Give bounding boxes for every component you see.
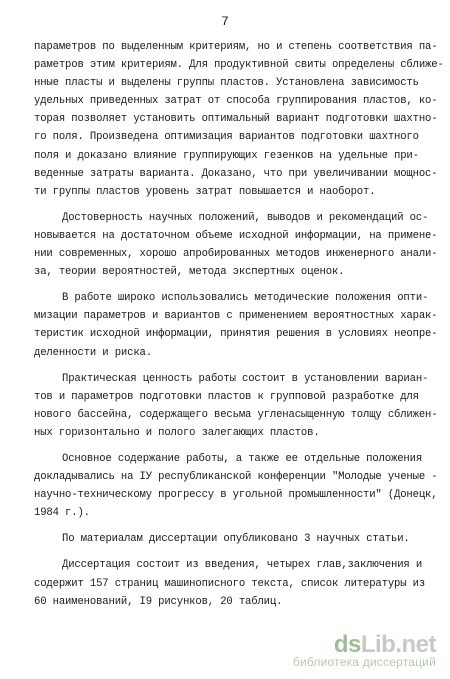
text-line: удельных приведенных затрат от способа группирования пластов, ко- (34, 95, 438, 108)
text-line: нии современных, хорошо апробированных методов инженерного анали- (34, 248, 438, 261)
page-number: 7 (221, 14, 229, 29)
text-line: теристик исходной информации, принятия решения в условиях неопре- (34, 328, 438, 341)
text-line: научно-техническому прогрессу в угольной промышленности" (Донецк, (34, 489, 438, 502)
watermark-brand-part2: Lib.net (360, 631, 436, 658)
text-line: тов и параметров подготовки пластов к групповой разработке для (34, 390, 419, 403)
text-line: раметров этим критериям. Для продуктивной свиты определены сближе- (34, 59, 444, 72)
text-line: Практическая ценность работы состоит в установлении вариан- (62, 372, 429, 385)
text-line: мизации параметров и вариантов с применением вероятностных харак- (34, 310, 438, 323)
text-line: ных горизонтально и полого залегающих пластов. (34, 426, 320, 439)
text-line: 60 наименований, I9 рисунков, 20 таблиц. (34, 595, 283, 608)
text-line: 1984 г.). (34, 507, 90, 520)
paragraph (34, 450, 438, 522)
text-line: параметров по выделенным критериям, но и степень соответствия па- (34, 41, 438, 53)
text-line: го поля. Произведена оптимизация вариантов подготовки шахтного (34, 131, 419, 144)
paragraph (34, 289, 438, 361)
text-line: содержит 157 страниц машинописного текста, список литературы из (34, 577, 426, 590)
watermark (293, 631, 436, 669)
watermark-brand-part1: ds (333, 631, 361, 658)
text-line: нные пласты и выделены группы пластов. Установлена зависимость (34, 77, 419, 90)
paragraph (34, 530, 430, 548)
text-line: По материалам диссертации опубликовано 3 научных статьи. (62, 533, 410, 546)
paragraph (34, 556, 430, 610)
body-text (34, 38, 444, 611)
text-line: поля и доказано влияние группирующих гезенков на удельные при- (34, 149, 419, 162)
text-line: деленности и риска. (34, 346, 152, 359)
text-line: нового бассейна, содержащего весьма угленасыщенную толщу сближен- (34, 408, 438, 421)
text-line: ти группы пластов уровень затрат повышается и наоборот. (34, 185, 376, 198)
paragraph (34, 370, 438, 442)
watermark-subtitle: библиотека диссертаций (292, 655, 436, 669)
text-line: докладывались на IУ республиканской конференции "Молодые ученые - (34, 471, 438, 484)
paragraph (34, 209, 438, 281)
text-line: Основное содержание работы, а также ее отдельные положения (62, 452, 423, 465)
text-line: Диссертация состоит из введения, четырех глав,заключения и (62, 559, 423, 572)
text-line: В работе широко использовались методические положения опти- (62, 292, 429, 305)
text-line: за, теории вероятностей, метода экспертных оценок. (34, 266, 345, 279)
paragraph (34, 38, 444, 201)
text-line: веденные затраты варианта. Доказано, что при увеличивании мощнос- (34, 167, 438, 180)
text-line: Достоверность научных положений, выводов и рекомендаций ос- (62, 211, 429, 224)
text-line: новывается на достаточном объеме исходной информации, на примене- (34, 229, 438, 242)
text-line: торая позволяет установить оптимальный вариант подготовки шахтно- (34, 113, 438, 126)
